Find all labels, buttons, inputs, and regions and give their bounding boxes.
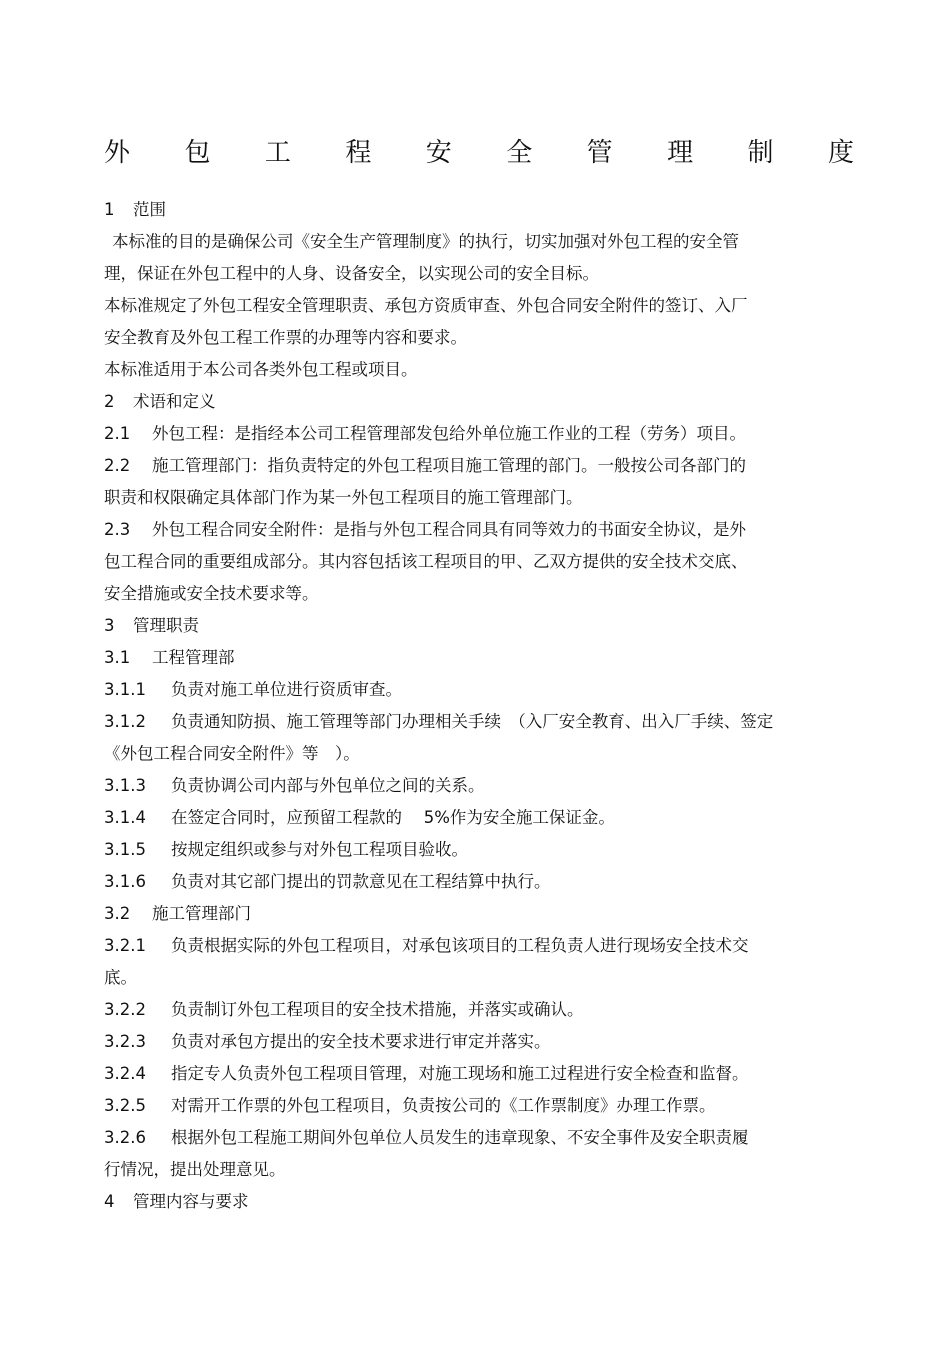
section-number: 3.2.3 xyxy=(104,1032,146,1051)
line-text: 安全教育及外包工程工作票的办理等内容和要求。 xyxy=(104,328,467,347)
text-line xyxy=(104,1026,844,1058)
text-line xyxy=(104,546,844,578)
text-line xyxy=(104,290,844,322)
title-char: 全 xyxy=(506,137,533,168)
section-number: 3.2.5 xyxy=(104,1096,146,1115)
title-char: 工 xyxy=(264,137,291,168)
title-char: 安 xyxy=(425,137,452,168)
section-number: 2 xyxy=(104,392,115,411)
line-text: 负责协调公司内部与外包单位之间的关系。 xyxy=(171,776,485,795)
title-char: 理 xyxy=(667,137,694,168)
text-line xyxy=(104,834,844,866)
text-line xyxy=(104,898,844,930)
text-line xyxy=(104,1154,844,1186)
line-text: 范围 xyxy=(133,200,166,219)
text-line xyxy=(104,1122,844,1154)
line-text: 负责对承包方提出的安全技术要求进行审定并落实。 xyxy=(171,1032,551,1051)
line-text: 术语和定义 xyxy=(133,392,216,411)
text-line xyxy=(104,674,844,706)
line-text: 底。 xyxy=(104,968,137,987)
section-number: 3.1.4 xyxy=(104,808,146,827)
line-text: 负责根据实际的外包工程项目，对承包该项目的工程负责人进行现场安全技术交 xyxy=(171,936,749,955)
line-text: 负责对其它部门提出的罚款意见在工程结算中执行。 xyxy=(171,872,551,891)
section-number: 3.1.6 xyxy=(104,872,146,891)
text-line xyxy=(104,962,844,994)
line-text: 理，保证在外包工程中的人身、设备安全，以实现公司的安全目标。 xyxy=(104,264,599,283)
line-text: 负责对施工单位进行资质审查。 xyxy=(171,680,402,699)
section-number: 4 xyxy=(104,1192,115,1211)
line-text: 管理职责 xyxy=(133,616,199,635)
section-number: 1 xyxy=(104,200,115,219)
line-text: 职责和权限确定具体部门作为某一外包工程项目的施工管理部门。 xyxy=(104,488,583,507)
line-text: 管理内容与要求 xyxy=(133,1192,249,1211)
line-text: 施工管理部门 xyxy=(152,904,251,923)
title-char: 程 xyxy=(345,137,372,168)
section-number: 3 xyxy=(104,616,115,635)
line-text: 《外包工程合同安全附件》等 ）。 xyxy=(104,744,360,763)
line-text: 在签定合同时，应预留工程款的 5%作为安全施工保证金。 xyxy=(171,808,615,827)
section-number: 2.2 xyxy=(104,456,131,475)
text-line xyxy=(104,578,844,610)
line-text: 行情况，提出处理意见。 xyxy=(104,1160,286,1179)
line-text: 负责制订外包工程项目的安全技术措施，并落实或确认。 xyxy=(171,1000,584,1019)
title-char: 制 xyxy=(747,137,774,168)
text-line xyxy=(104,1186,844,1218)
text-line xyxy=(104,706,844,738)
text-line xyxy=(104,770,844,802)
text-line xyxy=(104,866,844,898)
line-text: 负责通知防损、施工管理等部门办理相关手续 （入厂安全教育、出入厂手续、签定 xyxy=(171,712,774,731)
line-text: 外包工程合同安全附件：是指与外包工程合同具有同等效力的书面安全协议，是外 xyxy=(152,520,746,539)
text-line xyxy=(104,482,844,514)
line-text: 本标准适用于本公司各类外包工程或项目。 xyxy=(104,360,418,379)
section-number: 3.2.2 xyxy=(104,1000,146,1019)
text-line xyxy=(104,418,844,450)
line-text: 本标准的目的是确保公司《安全生产管理制度》的执行，切实加强对外包工程的安全管 xyxy=(112,232,739,251)
line-text: 施工管理部门：指负责特定的外包工程项目施工管理的部门。一般按公司各部门的 xyxy=(152,456,746,475)
text-line xyxy=(104,354,844,386)
text-line xyxy=(104,258,844,290)
line-text: 本标准规定了外包工程安全管理职责、承包方资质审查、外包合同安全附件的签订、入厂 xyxy=(104,296,748,315)
title-char: 包 xyxy=(184,137,211,168)
line-text: 对需开工作票的外包工程项目，负责按公司的《工作票制度》办理工作票。 xyxy=(171,1096,716,1115)
section-number: 3.1 xyxy=(104,648,131,667)
section-number: 2.1 xyxy=(104,424,131,443)
text-line xyxy=(104,322,844,354)
document-body xyxy=(104,194,844,1218)
text-line xyxy=(104,738,844,770)
text-line xyxy=(104,194,844,226)
title-char: 外 xyxy=(104,137,131,168)
line-text: 外包工程：是指经本公司工程管理部发包给外单位施工作业的工程（劳务）项目。 xyxy=(152,424,746,443)
line-text: 按规定组织或参与对外包工程项目验收。 xyxy=(171,840,468,859)
section-number: 3.2 xyxy=(104,904,131,923)
text-line xyxy=(104,450,844,482)
text-line xyxy=(104,1058,844,1090)
line-text: 工程管理部 xyxy=(152,648,235,667)
section-number: 3.2.4 xyxy=(104,1064,146,1083)
title-char: 度 xyxy=(827,137,854,168)
text-line xyxy=(104,514,844,546)
text-line xyxy=(104,994,844,1026)
document-title xyxy=(104,132,854,168)
section-number: 2.3 xyxy=(104,520,131,539)
text-line xyxy=(104,610,844,642)
line-text: 安全措施或安全技术要求等。 xyxy=(104,584,319,603)
text-line xyxy=(104,386,844,418)
line-text: 指定专人负责外包工程项目管理，对施工现场和施工过程进行安全检查和监督。 xyxy=(171,1064,749,1083)
text-line xyxy=(104,802,844,834)
section-number: 3.1.2 xyxy=(104,712,146,731)
text-line xyxy=(104,1090,844,1122)
section-number: 3.2.6 xyxy=(104,1128,146,1147)
line-text: 根据外包工程施工期间外包单位人员发生的违章现象、不安全事件及安全职责履 xyxy=(171,1128,749,1147)
section-number: 3.1.1 xyxy=(104,680,146,699)
text-line xyxy=(104,642,844,674)
line-text: 包工程合同的重要组成部分。其内容包括该工程项目的甲、乙双方提供的安全技术交底、 xyxy=(104,552,748,571)
text-line xyxy=(104,226,844,258)
title-char: 管 xyxy=(586,137,613,168)
text-line xyxy=(104,930,844,962)
section-number: 3.1.5 xyxy=(104,840,146,859)
section-number: 3.2.1 xyxy=(104,936,146,955)
section-number: 3.1.3 xyxy=(104,776,146,795)
